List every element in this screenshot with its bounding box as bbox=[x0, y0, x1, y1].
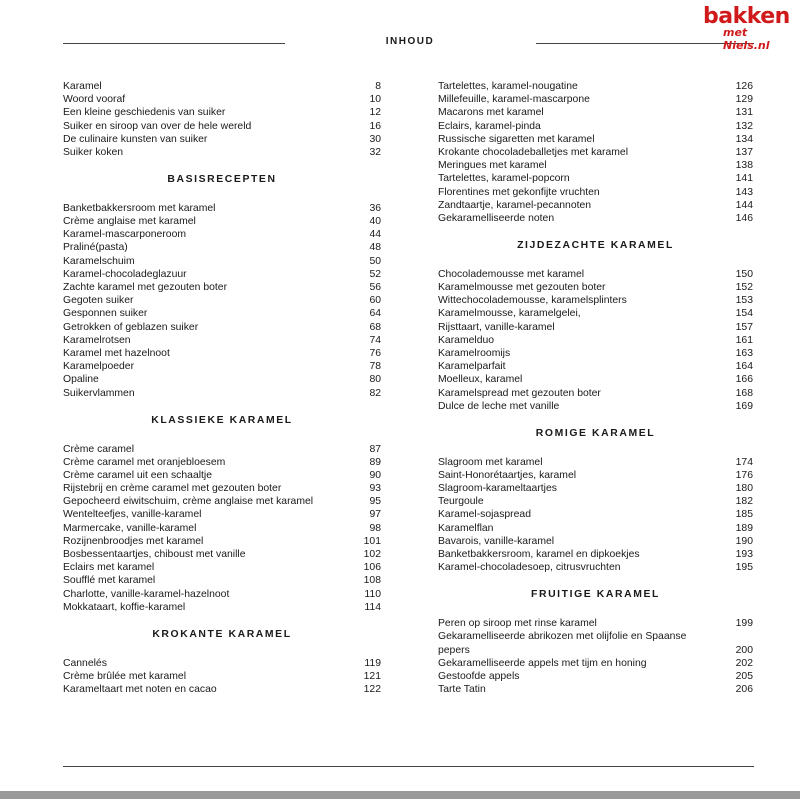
toc-entry bbox=[63, 495, 381, 508]
entry-title: Saint-Honorétaartjes, karamel bbox=[438, 469, 577, 481]
toc-column-right bbox=[438, 80, 753, 696]
entry-page-number: 98 bbox=[369, 522, 381, 534]
entry-page-number: 200 bbox=[735, 644, 753, 656]
entry-title: Mokkataart, koffie-karamel bbox=[63, 601, 186, 613]
toc-entry bbox=[63, 106, 381, 119]
entry-page-number: 110 bbox=[364, 588, 381, 600]
entry-title: Karamel met hazelnoot bbox=[63, 347, 170, 359]
toc-entry bbox=[63, 373, 381, 386]
toc-entry bbox=[63, 508, 381, 521]
entry-title: Gegoten suiker bbox=[63, 295, 134, 307]
entry-page-number: 161 bbox=[735, 334, 753, 346]
toc-entry bbox=[438, 535, 753, 548]
entry-page-number: 202 bbox=[735, 657, 753, 669]
entry-title: Karamelparfait bbox=[438, 361, 506, 373]
entry-page-number: 101 bbox=[363, 535, 381, 547]
toc-entry bbox=[438, 294, 753, 307]
entry-page-number: 180 bbox=[735, 483, 753, 495]
entry-page-number: 137 bbox=[735, 146, 753, 158]
entry-title: Karamelspread met gezouten boter bbox=[438, 387, 601, 399]
entry-title: Peren op siroop met rinse karamel bbox=[438, 618, 597, 630]
entry-page-number: 80 bbox=[369, 374, 381, 386]
toc-entry bbox=[63, 268, 381, 281]
toc-entry bbox=[438, 522, 753, 535]
entry-title: Crème caramel bbox=[63, 443, 135, 455]
toc-entry bbox=[438, 186, 753, 199]
entry-page-number: 146 bbox=[735, 212, 753, 224]
toc-entry bbox=[63, 281, 381, 294]
toc-entry bbox=[438, 347, 753, 360]
entry-page-number: 102 bbox=[363, 549, 381, 560]
entry-page-number: 182 bbox=[735, 496, 753, 508]
entry-title: Bosbessentaartjes, chiboust met vanille bbox=[63, 549, 246, 560]
toc-entry bbox=[438, 548, 753, 561]
entry-page-number: 157 bbox=[735, 321, 753, 333]
entry-page-number: 174 bbox=[735, 456, 753, 468]
entry-page-number: 114 bbox=[364, 601, 381, 613]
entry-title: Slagroom met karamel bbox=[438, 456, 543, 468]
toc-entry bbox=[438, 360, 753, 373]
entry-title: Karameltaart met noten en cacao bbox=[63, 684, 217, 696]
toc-entry bbox=[438, 482, 753, 495]
toc-entry bbox=[438, 683, 753, 696]
toc-entry bbox=[63, 93, 381, 106]
entry-page-number: 131 bbox=[735, 107, 753, 119]
entry-page-number: 32 bbox=[369, 146, 381, 158]
entry-page-number: 119 bbox=[364, 657, 381, 669]
toc-entry bbox=[438, 630, 753, 656]
toc-entry bbox=[63, 443, 381, 456]
entry-page-number: 78 bbox=[369, 361, 381, 373]
entry-page-number: 68 bbox=[369, 321, 381, 333]
toc-entry bbox=[63, 120, 381, 133]
entry-title: Karamel-mascarponeroom bbox=[63, 229, 187, 241]
entry-title: Cannelés bbox=[63, 657, 107, 669]
toc-entry bbox=[63, 561, 381, 574]
section-heading: ROMIGE KARAMEL bbox=[535, 427, 656, 439]
entry-page-number: 30 bbox=[369, 133, 381, 145]
entry-title: Opaline bbox=[63, 374, 99, 386]
page-title: INHOUD bbox=[385, 36, 435, 47]
toc-entry bbox=[438, 469, 753, 482]
toc-entry bbox=[438, 657, 753, 670]
entry-title: Tarte Tatin bbox=[438, 684, 486, 696]
entry-page-number: 138 bbox=[735, 160, 753, 172]
entry-title: Een kleine geschiedenis van suiker bbox=[63, 107, 226, 119]
toc-entry bbox=[63, 601, 381, 614]
entry-title: Gestoofde appels bbox=[438, 670, 520, 682]
entry-title: Russische sigaretten met karamel bbox=[438, 133, 595, 145]
toc-entry bbox=[63, 522, 381, 535]
entry-page-number: 143 bbox=[735, 186, 753, 198]
entry-page-number: 154 bbox=[735, 308, 753, 320]
entry-title: Eclairs met karamel bbox=[63, 562, 155, 574]
toc-entry bbox=[63, 456, 381, 469]
entry-title: Krokante chocoladeballetjes met karamel bbox=[438, 146, 629, 158]
toc-entry bbox=[63, 294, 381, 307]
entry-page-number: 152 bbox=[735, 282, 753, 294]
entry-page-number: 132 bbox=[735, 120, 753, 132]
toc-entry bbox=[438, 159, 753, 172]
entry-title: Karamelmousse met gezouten boter bbox=[438, 282, 606, 294]
toc-entry bbox=[63, 347, 381, 360]
toc-entry bbox=[438, 93, 753, 106]
toc-entry bbox=[438, 268, 753, 281]
entry-page-number: 176 bbox=[735, 469, 753, 481]
toc-entry bbox=[63, 255, 381, 268]
entry-page-number: 106 bbox=[363, 562, 381, 574]
entry-page-number: 44 bbox=[369, 229, 381, 241]
entry-title: Dulce de leche met vanille bbox=[438, 400, 560, 412]
entry-title: Gepocheerd eiwitschuim, crème anglaise met karamel bbox=[63, 496, 314, 508]
entry-title: Karamelpoeder bbox=[63, 361, 135, 373]
section-heading: KROKANTE KARAMEL bbox=[152, 628, 292, 640]
entry-page-number: 87 bbox=[369, 443, 381, 455]
entry-title: Zachte karamel met gezouten boter bbox=[63, 282, 228, 294]
toc-entry bbox=[438, 400, 753, 413]
entry-page-number: 50 bbox=[369, 255, 381, 267]
toc-entry bbox=[438, 212, 753, 225]
entry-page-number: 64 bbox=[369, 308, 381, 320]
toc-entry bbox=[63, 548, 381, 561]
toc-entry bbox=[63, 133, 381, 146]
toc-entry bbox=[63, 334, 381, 347]
toc-entry bbox=[438, 133, 753, 146]
toc-entry bbox=[63, 146, 381, 159]
toc-entry bbox=[63, 307, 381, 320]
entry-title: Florentines met gekonfijte vruchten bbox=[438, 186, 600, 198]
entry-title: De culinaire kunsten van suiker bbox=[63, 133, 208, 145]
entry-page-number: 10 bbox=[369, 94, 381, 106]
entry-title: Tartelettes, karamel-popcorn bbox=[438, 173, 570, 185]
entry-page-number: 108 bbox=[363, 575, 381, 587]
entry-page-number: 199 bbox=[735, 618, 753, 630]
entry-page-number: 141 bbox=[735, 173, 753, 185]
toc-entry bbox=[438, 495, 753, 508]
toc-entry bbox=[438, 146, 753, 159]
entry-title: Macarons met karamel bbox=[438, 107, 544, 119]
entry-page-number: 90 bbox=[369, 469, 381, 481]
entry-title: Rozijnenbroodjes met karamel bbox=[63, 535, 204, 547]
entry-page-number: 206 bbox=[735, 684, 753, 696]
entry-page-number: 97 bbox=[369, 509, 381, 521]
entry-title: Marmercake, vanille-karamel bbox=[63, 522, 197, 534]
toc-entry bbox=[438, 456, 753, 469]
toc-entry bbox=[438, 334, 753, 347]
entry-title: Crème brûlée met karamel bbox=[63, 670, 186, 682]
toc-entry bbox=[438, 561, 753, 574]
toc-column-left bbox=[63, 80, 381, 696]
entry-title: Suiker koken bbox=[63, 146, 124, 158]
toc-entry bbox=[63, 657, 381, 670]
entry-title: Praliné(pasta) bbox=[63, 242, 128, 254]
entry-page-number: 89 bbox=[369, 456, 381, 468]
entry-page-number: 134 bbox=[735, 133, 753, 145]
entry-title: Zandtaartje, karamel-pecannoten bbox=[438, 199, 592, 211]
entry-page-number: 163 bbox=[735, 347, 753, 359]
entry-title: Suiker en siroop van over de hele wereld bbox=[63, 120, 252, 132]
toc-entry bbox=[438, 120, 753, 133]
toc-entry bbox=[438, 508, 753, 521]
entry-page-number: 76 bbox=[369, 347, 381, 359]
toc-entry bbox=[63, 387, 381, 400]
entry-page-number: 12 bbox=[369, 107, 381, 119]
section-heading: KLASSIEKE KARAMEL bbox=[151, 414, 293, 426]
entry-page-number: 56 bbox=[369, 282, 381, 294]
toc-entry bbox=[438, 670, 753, 683]
entry-title: Tartelettes, karamel-nougatine bbox=[438, 81, 578, 92]
entry-title: Suikervlammen bbox=[63, 387, 135, 399]
entry-title: Crème anglaise met karamel bbox=[63, 216, 196, 228]
toc-entry bbox=[438, 199, 753, 212]
entry-page-number: 60 bbox=[369, 295, 381, 307]
toc-entry bbox=[438, 387, 753, 400]
toc-entry bbox=[63, 535, 381, 548]
section-heading: ZIJDEZACHTE KARAMEL bbox=[517, 240, 674, 252]
entry-title: Rijstebrij en crème caramel met gezouten boter bbox=[63, 483, 282, 495]
toc-entry bbox=[438, 281, 753, 294]
toc-entry bbox=[63, 574, 381, 587]
toc-entry bbox=[438, 617, 753, 630]
entry-page-number: 122 bbox=[363, 684, 381, 696]
entry-page-number: 185 bbox=[735, 509, 753, 521]
entry-title: Slagroom-karameltaartjes bbox=[438, 483, 557, 495]
bottom-rule bbox=[63, 766, 754, 767]
entry-page-number: 144 bbox=[735, 199, 753, 211]
entry-page-number: 95 bbox=[369, 496, 381, 508]
section-heading: FRUITIGE KARAMEL bbox=[531, 589, 660, 601]
entry-title: Woord vooraf bbox=[63, 94, 126, 106]
entry-title: Karamelflan bbox=[438, 522, 494, 534]
toc-entry bbox=[63, 683, 381, 696]
entry-title: Bavarois, vanille-karamel bbox=[438, 535, 555, 547]
entry-page-number: 82 bbox=[369, 387, 381, 399]
entry-page-number: 126 bbox=[735, 81, 753, 92]
logo-sub-text: met Niels.nl bbox=[723, 26, 770, 52]
toc-entry bbox=[63, 482, 381, 495]
entry-page-number: 205 bbox=[735, 670, 753, 682]
entry-page-number: 189 bbox=[735, 522, 753, 534]
toc-entry bbox=[63, 588, 381, 601]
entry-title: Meringues met karamel bbox=[438, 160, 547, 172]
entry-page-number: 164 bbox=[735, 361, 753, 373]
entry-page-number: 121 bbox=[363, 670, 381, 682]
toc-entry bbox=[63, 228, 381, 241]
entry-page-number: 74 bbox=[369, 334, 381, 346]
entry-page-number: 190 bbox=[735, 535, 753, 547]
entry-page-number: 150 bbox=[735, 268, 753, 280]
entry-title: Karamelmousse, karamelgelei, bbox=[438, 308, 581, 320]
entry-page-number: 8 bbox=[375, 81, 381, 92]
entry-title: Karamelroomijs bbox=[438, 347, 511, 359]
entry-page-number: 52 bbox=[369, 268, 381, 280]
entry-page-number: 40 bbox=[369, 216, 381, 228]
entry-title: Karamel bbox=[63, 81, 102, 92]
entry-page-number: 169 bbox=[735, 400, 753, 412]
toc-entry bbox=[63, 360, 381, 373]
entry-title: Gekaramelliseerde abrikozen met olijfolie en Spaanse pepers bbox=[438, 631, 687, 656]
toc-entry bbox=[63, 670, 381, 683]
toc-entry bbox=[438, 106, 753, 119]
toc-entry bbox=[438, 172, 753, 185]
toc-entry bbox=[63, 80, 381, 93]
entry-title: Millefeuille, karamel-mascarpone bbox=[438, 94, 590, 106]
toc-entry bbox=[438, 80, 753, 93]
entry-title: Eclairs, karamel-pinda bbox=[438, 120, 541, 132]
toc-entry bbox=[63, 202, 381, 215]
entry-title: Teurgoule bbox=[438, 496, 484, 508]
entry-title: Gekaramelliseerde noten bbox=[438, 212, 555, 224]
toc-entry bbox=[438, 307, 753, 320]
section-heading: BASISRECEPTEN bbox=[167, 174, 277, 186]
entry-title: Karamelschuim bbox=[63, 255, 135, 267]
logo-main-text: bakken bbox=[703, 4, 790, 29]
entry-title: Karamel-chocoladesoep, citrusvruchten bbox=[438, 562, 621, 574]
entry-page-number: 129 bbox=[735, 94, 753, 106]
entry-title: Wittechocolademousse, karamelsplinters bbox=[438, 295, 627, 307]
entry-title: Rijsttaart, vanille-karamel bbox=[438, 321, 555, 333]
toc-entry bbox=[438, 321, 753, 334]
entry-title: Chocolademousse met karamel bbox=[438, 268, 585, 280]
toc-entry bbox=[63, 321, 381, 334]
entry-title: Crème caramel met oranjebloesem bbox=[63, 456, 226, 468]
entry-title: Moelleux, karamel bbox=[438, 374, 523, 386]
entry-page-number: 168 bbox=[735, 387, 753, 399]
entry-title: Gesponnen suiker bbox=[63, 308, 148, 320]
entry-title: Gekaramelliseerde appels met tijm en honing bbox=[438, 657, 647, 669]
entry-title: Karamelrotsen bbox=[63, 334, 131, 346]
entry-page-number: 153 bbox=[735, 295, 753, 307]
entry-page-number: 36 bbox=[369, 202, 381, 214]
entry-title: Crème caramel uit een schaaltje bbox=[63, 469, 213, 481]
entry-page-number: 195 bbox=[735, 562, 753, 574]
scan-edge-bar bbox=[0, 791, 800, 799]
entry-title: Wentelteefjes, vanille-karamel bbox=[63, 509, 202, 521]
entry-page-number: 193 bbox=[735, 549, 753, 560]
entry-title: Getrokken of geblazen suiker bbox=[63, 321, 199, 333]
entry-page-number: 16 bbox=[369, 120, 381, 132]
entry-page-number: 93 bbox=[369, 483, 381, 495]
entry-title: Karamelduo bbox=[438, 334, 495, 346]
entry-page-number: 48 bbox=[369, 242, 381, 254]
entry-title: Banketbakkersroom, karamel en dipkoekjes bbox=[438, 549, 640, 560]
toc-entry bbox=[63, 241, 381, 254]
entry-title: Karamel-sojaspread bbox=[438, 509, 531, 521]
toc-entry bbox=[63, 215, 381, 228]
site-logo bbox=[703, 4, 797, 52]
toc-entry bbox=[438, 373, 753, 386]
entry-title: Soufflé met karamel bbox=[63, 575, 156, 587]
toc-entry bbox=[63, 469, 381, 482]
entry-title: Karamel-chocoladeglazuur bbox=[63, 268, 187, 280]
entry-page-number: 166 bbox=[735, 374, 753, 386]
entry-title: Banketbakkersroom met karamel bbox=[63, 202, 216, 214]
entry-title: Charlotte, vanille-karamel-hazelnoot bbox=[63, 588, 230, 600]
